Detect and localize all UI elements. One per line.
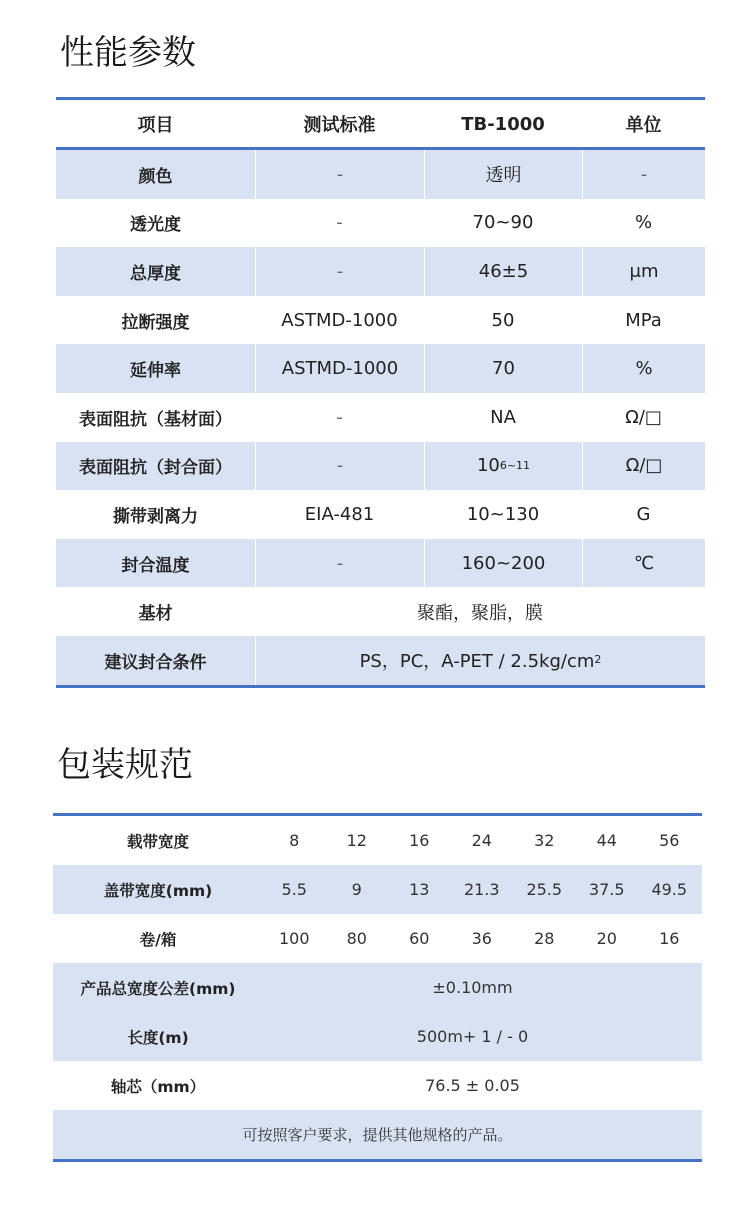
row-label: 盖带宽度(mm) — [103, 881, 213, 900]
row-unit: Ω/□ — [625, 406, 662, 428]
cell: 36 — [471, 929, 492, 948]
row-value: 50 — [491, 309, 515, 331]
row-unit: Ω/□ — [582, 442, 705, 491]
row-standard: - — [255, 150, 424, 199]
row-label: 卷/箱 — [139, 930, 177, 949]
cell: 76.5 ± 0.05 — [425, 1076, 520, 1095]
row-label: 轴芯（mm） — [110, 1077, 206, 1096]
table-bottom-rule — [56, 685, 705, 688]
table-row — [56, 296, 705, 345]
row-unit: % — [582, 344, 705, 393]
cell: 32 — [534, 831, 555, 850]
table-row — [56, 247, 705, 296]
cell: 80 — [346, 929, 367, 948]
table-row — [56, 442, 705, 491]
row-item: 颜色 — [138, 166, 173, 187]
table-row — [56, 344, 705, 393]
row-value: 聚酯，聚脂，膜 — [417, 602, 543, 624]
table-row — [56, 636, 705, 685]
cell: 16 — [409, 831, 430, 850]
row-item: 表面阻抗（封合面） — [79, 458, 232, 479]
sealing-main: PS，PC，A-PET / 2.5kg/cm — [359, 651, 595, 673]
table-row — [53, 914, 702, 963]
note-text: 可按照客户要求，提供其他规格的产品。 — [242, 1126, 513, 1144]
row-standard: ASTMD-1000 — [281, 309, 398, 331]
row-unit: G — [636, 503, 651, 525]
header-model: TB-1000 — [461, 113, 545, 135]
cell: 20 — [596, 929, 617, 948]
header-rule — [56, 147, 705, 150]
cell: ±0.10mm — [432, 978, 513, 997]
row-unit: - — [582, 150, 705, 199]
row-label: 载带宽度 — [126, 832, 189, 851]
row-value: 46±5 — [424, 247, 582, 296]
row-value: 10 6~11 — [424, 442, 582, 491]
table-row — [53, 1061, 702, 1110]
row-value: PS，PC，A-PET / 2.5kg/cm 2 — [255, 636, 705, 685]
row-standard: - — [336, 212, 343, 234]
cell: 21.3 — [463, 880, 500, 899]
row-item: 表面阻抗（基材面） — [79, 409, 232, 430]
cell: 28 — [534, 929, 555, 948]
cell: 37.5 — [588, 880, 625, 899]
row-label: 产品总宽度公差(mm) — [80, 979, 236, 998]
cell: 24 — [471, 831, 492, 850]
cell: 25.5 — [526, 880, 563, 899]
table-row — [53, 865, 702, 914]
cell: 500m+ 1 / - 0 — [416, 1027, 529, 1046]
table-row — [53, 816, 702, 865]
row-value: 透明 — [424, 150, 582, 199]
header-standard: 测试标准 — [303, 115, 376, 136]
table-row — [56, 199, 705, 248]
row-value: 160~200 — [424, 539, 582, 588]
cell: 5.5 — [281, 880, 307, 899]
row-value: 10~130 — [466, 503, 540, 525]
table-row — [56, 587, 705, 636]
row-standard: - — [255, 442, 424, 491]
row-value: 70 — [424, 344, 582, 393]
row-value: 70~90 — [472, 212, 534, 234]
cell: 16 — [659, 929, 680, 948]
row-item: 拉断强度 — [121, 312, 190, 333]
table-row — [56, 539, 705, 588]
table-row — [53, 963, 702, 1012]
cell: 9 — [351, 880, 362, 899]
packaging-table — [53, 816, 702, 1162]
value-base: 10 — [476, 455, 500, 477]
table-row — [56, 490, 705, 539]
row-standard: ASTMD-1000 — [255, 344, 424, 393]
cell: 44 — [596, 831, 617, 850]
packaging-title: 包装规范 — [57, 745, 193, 785]
cell: 60 — [409, 929, 430, 948]
cell: 13 — [409, 880, 430, 899]
row-item: 透光度 — [130, 215, 181, 236]
header-item: 项目 — [137, 115, 174, 136]
cell: 8 — [289, 831, 300, 850]
row-item: 总厚度 — [130, 263, 181, 284]
row-standard: EIA-481 — [304, 503, 375, 525]
cell: 100 — [278, 929, 310, 948]
table-row — [53, 1012, 702, 1061]
table-row — [56, 150, 705, 199]
row-item: 基材 — [138, 604, 173, 625]
row-item: 封合温度 — [121, 555, 190, 576]
row-item: 建议封合条件 — [104, 652, 207, 673]
row-item: 延伸率 — [130, 361, 181, 382]
row-value: NA — [490, 406, 516, 428]
row-unit: ℃ — [582, 539, 705, 588]
cell: 49.5 — [651, 880, 688, 899]
row-standard: - — [255, 539, 424, 588]
row-standard: - — [336, 406, 343, 428]
note-row — [53, 1110, 702, 1159]
table-header-row — [56, 101, 705, 147]
row-standard: - — [255, 247, 424, 296]
performance-table — [56, 101, 705, 688]
row-unit: % — [634, 212, 653, 234]
table2-bottom-rule — [53, 1159, 702, 1162]
header-unit: 单位 — [625, 115, 662, 136]
cell: 56 — [659, 831, 680, 850]
table-row — [56, 393, 705, 442]
row-label: 长度(m) — [127, 1028, 189, 1047]
row-unit: μm — [582, 247, 705, 296]
performance-title: 性能参数 — [60, 33, 196, 73]
row-item: 撕带剥离力 — [113, 506, 198, 527]
cell: 12 — [346, 831, 367, 850]
row-unit: MPa — [625, 309, 662, 331]
table-top-rule — [56, 97, 705, 100]
